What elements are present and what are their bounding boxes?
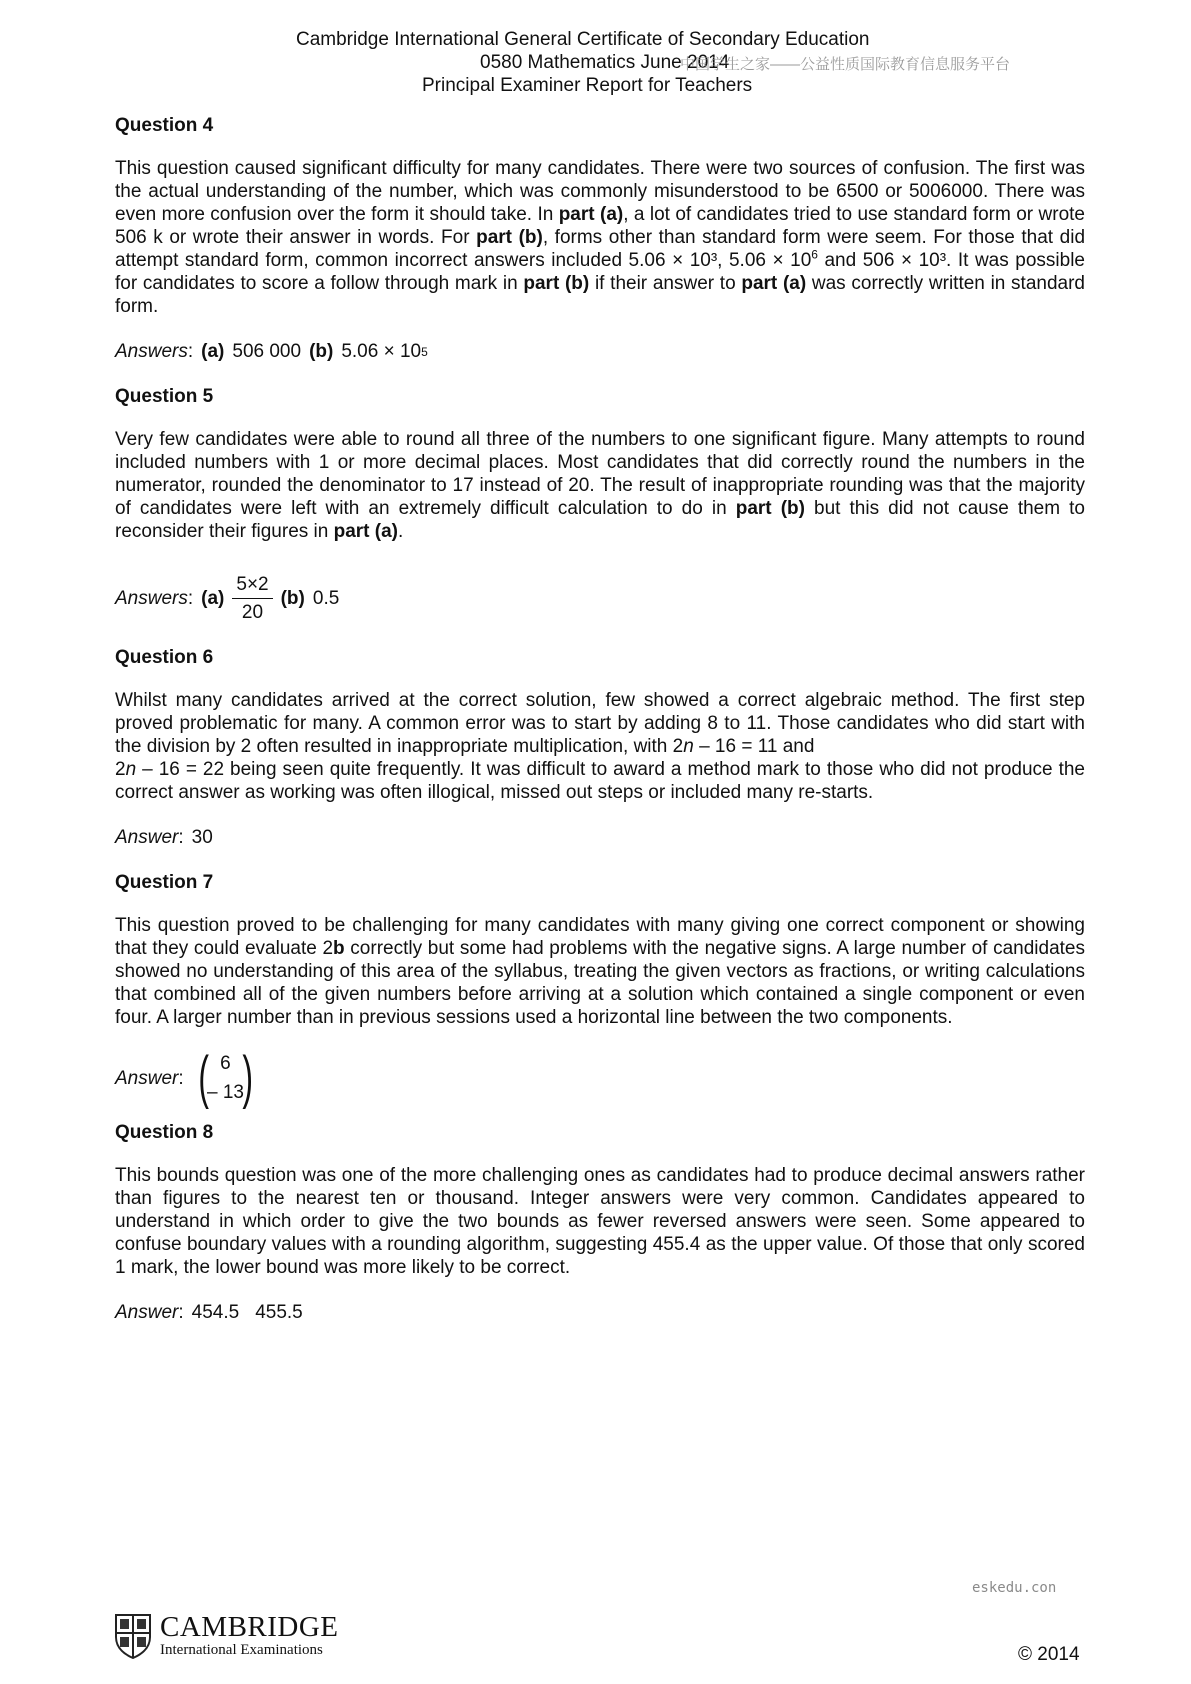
header-line-1: Cambridge International General Certificate of Secondary Education (296, 29, 870, 50)
report-body (115, 114, 1085, 1346)
watermark: 中国学生之家——公益性质国际教育信息服务平台 (680, 56, 1011, 73)
question-6-text: Whilst many candidates arrived at the correct solution, few showed a correct algebraic method. The first step proved problematic for many. A common error was to start by adding 8 to 11. Those candidates who did start with the division by 2 often resulted in inappropriate multiplication, with 2n – 16 = 11 and 2n – 16 = 22 being seen quite frequently. It was difficult to award a method mark to those who did not produce the correct answer as working was often illogical, missed out steps or included many re-starts. (115, 690, 1085, 803)
question-8-answer: Answer : 454.5 455.5 (115, 1302, 303, 1323)
question-4-answer: Answers : (a) 506 000 (b) 5.06 × 10 5 (115, 341, 428, 362)
question-8-heading: Question 8 (115, 1122, 214, 1143)
question-4-heading: Question 4 (115, 115, 214, 136)
copyright: © 2014 (1018, 1644, 1080, 1665)
question-7-heading: Question 7 (115, 872, 214, 893)
logo-wordmark: CAMBRIDGE (160, 1611, 339, 1643)
question-5-heading: Question 5 (115, 386, 214, 407)
question-7-text: This question proved to be challenging for many candidates with many giving one correct component or showing that they could evaluate 2b correctly but some had problems with the negative signs. A large number of candidates showed no understanding of this area of the syllabus, treating the given vectors as fractions, or writing calculations that combined all of the given numbers before arriving at a solution which contained a single component or even four. A larger number than in previous sessions used a horizontal line between the two components. (115, 915, 1085, 1028)
header-line-3: Principal Examiner Report for Teachers (422, 75, 753, 96)
question-7-answer: Answer : ( 6 – 13 ) (115, 1049, 1085, 1107)
question-6-heading: Question 6 (115, 647, 214, 668)
footer-site-mark: eskedu.con (972, 1580, 1057, 1596)
crest-icon (114, 1613, 152, 1659)
column-vector: ( 6 – 13 ) (197, 1045, 253, 1110)
header-line-2: 0580 Mathematics June 2014 (480, 52, 730, 73)
question-4-text: This question caused significant difficulty for many candidates. There were two sources of confusion. The first was the actual understanding of the number, which was commonly misunderstood to be 6500 or 5006000. There was even more confusion over the form it should take. In part (a), a lot of candidates tried to use standard form or wrote 506 k or wrote their answer in words. For part (b), forms other than standard form were seem. For those that did attempt standard form, common incorrect answers included 5.06 × 10³, $5.06 \times 10^6$ and 506 × 10³. It was possible for candidates to score a follow through mark in part (b) if their answer to part (a) was correctly written in standard form. (115, 158, 1086, 317)
logo-subtitle: International Examinations (160, 1642, 323, 1658)
fraction: $\frac{5\times 2}{20}$ (232, 573, 272, 624)
question-6-answer: Answer : 30 (115, 827, 213, 848)
question-5-answer: Answers : (a) $\frac{5\times 2}{20}$ (b) 0.5 (115, 574, 340, 623)
question-8-text: This bounds question was one of the more challenging ones as candidates had to produce decimal answers rather than figures to the nearest ten or thousand. Integer answers were very common. Candidates appeared to understand in which order to give the two bounds as fewer reversed answers were seen. Some appeared to confuse boundary values with a rounding algorithm, suggesting 455.4 as the upper value. Of those that only scored 1 mark, the lower bound was more likely to be correct. (115, 1165, 1085, 1278)
cambridge-logo (114, 1612, 339, 1659)
question-5-text: Very few candidates were able to round all three of the numbers to one significant figure. Many attempts to round included numbers with 1 or more decimal places. Most candidates that did correctly round the numbers in the numerator, rounded the denominator to 17 instead of 20. The result of inappropriate rounding was that the majority of candidates were left with an extremely difficult calculation to do in part (b) but this did not cause them to reconsider their figures in part (a). (115, 429, 1085, 542)
